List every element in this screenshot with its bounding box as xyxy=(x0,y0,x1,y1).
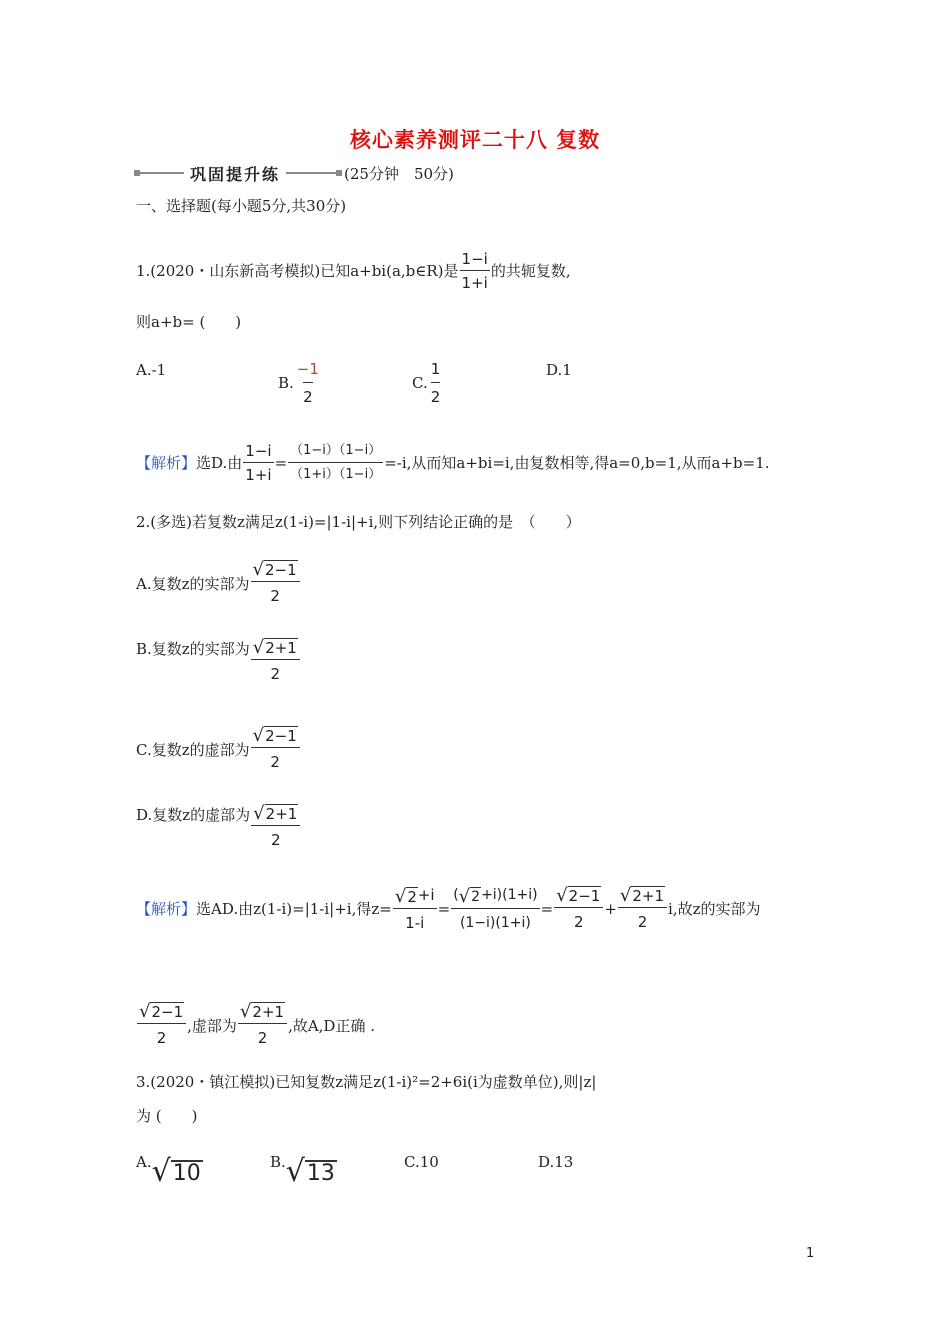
q2-option-d-numerator: √ 2+1 xyxy=(251,804,300,826)
q2-analysis-equals-2: = xyxy=(540,900,554,918)
q2-option-a-radicand: 2−1 xyxy=(265,561,297,579)
q2-option-b-fraction xyxy=(251,638,300,685)
q2-analysis-fraction-4-numerator: √ 2+1 xyxy=(618,886,667,908)
q2-analysis-plus: + xyxy=(604,900,617,918)
q2-option-b-radicand: 2+1 xyxy=(265,639,297,657)
q2-option-a xyxy=(136,560,301,607)
q2-analysis-fraction-1 xyxy=(393,884,437,934)
q1-fraction xyxy=(460,250,490,292)
q2-analysis-line2 xyxy=(136,1002,375,1049)
q2-analysis-fraction-4-radicand: 2+1 xyxy=(632,886,665,905)
section-bar xyxy=(136,160,454,186)
q2-option-b-numerator: √ 2+1 xyxy=(251,638,300,660)
section-meta: (25分钟 50分) xyxy=(344,164,454,183)
q1-analysis-pre: 选D.由 xyxy=(196,454,243,472)
section-bar-left-rule xyxy=(136,172,184,174)
q1-analysis-equals: = xyxy=(274,454,288,472)
q3-option-a-value: √ 10 xyxy=(151,1154,201,1189)
q2-option-a-label: A.复数z的实部为 xyxy=(136,574,250,593)
q3-option-b xyxy=(270,1152,337,1189)
q2-analysis-fraction-1-rest: +i xyxy=(417,886,435,904)
q2-analysis-fraction-2-denominator: (1−i)(1+i) xyxy=(459,915,531,931)
q2-analysis-fraction-3-radicand: 2−1 xyxy=(568,886,601,905)
q1-analysis-fraction-2-denominator: （1+i）（1−i） xyxy=(290,467,382,482)
q2-analysis-fraction-2-rest: +i)(1+i) xyxy=(481,887,538,903)
q2-option-d-label: D.复数z的虚部为 xyxy=(136,806,251,824)
q3-option-a xyxy=(136,1152,203,1189)
q2-option-c-fraction xyxy=(251,726,300,773)
page-title: 核心素养测评二十八 复数 xyxy=(349,127,601,152)
q2-analysis-conclusion: ,故A,D正确 . xyxy=(288,1016,375,1035)
q1-analysis-fraction-2 xyxy=(288,442,383,484)
q1-fraction-numerator: 1−i xyxy=(460,250,490,271)
q2-option-c-numerator: √ 2−1 xyxy=(251,726,300,748)
q2-analysis-fraction-3-denominator: 2 xyxy=(573,912,584,931)
q1-option-c-label: C. xyxy=(412,374,428,392)
q2-option-c-radicand: 2−1 xyxy=(265,727,297,745)
q2-option-c xyxy=(136,726,301,773)
q1-stem-pre: 1.(2020・山东新高考模拟)已知a+bi(a,b∈R)是 xyxy=(136,262,459,280)
q2-option-a-numerator: √ 2−1 xyxy=(251,560,300,582)
q2-option-b-label: B.复数z的实部为 xyxy=(136,640,250,658)
part-heading: 一、选择题(每小题5分,共30分) xyxy=(136,197,347,215)
q2-analysis-real-part-radicand: 2−1 xyxy=(151,1003,184,1021)
q2-option-b xyxy=(136,638,301,685)
q2-analysis-real-part-numerator: √ 2−1 xyxy=(137,1002,186,1024)
q2-analysis-fraction-1-radicand: 2 xyxy=(407,888,417,906)
q2-analysis-imag-part-denominator: 2 xyxy=(257,1029,268,1047)
q1-option-c xyxy=(412,358,443,408)
q2-stem: 2.(多选)若复数z满足z(1-i)=|1-i|+i,则下列结论正确的是 （ ） xyxy=(136,513,581,531)
q2-analysis-fraction-3 xyxy=(554,886,603,933)
q2-analysis-fraction-1-denominator: 1-i xyxy=(405,914,425,932)
q2-analysis-imag-part-numerator: √ 2+1 xyxy=(238,1002,287,1024)
q1-option-c-numerator: 1 xyxy=(430,360,441,378)
q2-analysis-pre: 选AD.由z(1-i)=|1-i|+i,得z= xyxy=(196,900,392,918)
q1-answer-blank: 则a+b= ( ) xyxy=(136,313,242,331)
q3-stem: 3.(2020・镇江模拟)已知复数z满足z(1-i)²=2+6i(i为虚数单位),则|z| xyxy=(136,1073,597,1091)
q2-analysis-fraction-4 xyxy=(618,886,667,933)
q2-option-a-fraction xyxy=(251,560,300,607)
q3-answer-blank: 为 ( ) xyxy=(136,1107,198,1125)
q1-option-c-denominator: 2 xyxy=(431,382,441,408)
q1-option-b-label: B. xyxy=(278,374,294,392)
q1-analysis-post: =-i,从而知a+bi=i,由复数相等,得a=0,b=1,从而a+b=1. xyxy=(384,454,770,472)
q2-analysis-fraction-4-denominator: 2 xyxy=(637,912,648,931)
q2-option-d xyxy=(136,804,301,851)
q2-analysis-real-part-denominator: 2 xyxy=(156,1029,167,1047)
q1-option-b-denominator: 2 xyxy=(303,382,313,408)
q1-option-b xyxy=(278,358,322,408)
q1-option-c-fraction xyxy=(429,358,443,408)
q1-fraction-denominator: 1+i xyxy=(461,274,488,292)
q2-analysis-tag: 【解析】 xyxy=(136,900,197,918)
q2-analysis-real-part-fraction xyxy=(137,1002,186,1049)
q3-option-a-radicand: 10 xyxy=(172,1161,201,1186)
q3-option-a-label: A. xyxy=(136,1153,152,1171)
q2-analysis-fraction-2 xyxy=(451,884,539,934)
page-number: 1 xyxy=(806,1246,815,1261)
q2-option-c-denominator: 2 xyxy=(270,753,280,771)
q2-analysis-imag-part-radicand: 2+1 xyxy=(252,1003,285,1021)
q2-option-c-label: C.复数z的虚部为 xyxy=(136,740,250,759)
q2-analysis-fraction-2-open: ( xyxy=(453,887,459,903)
q1-analysis xyxy=(136,442,770,484)
q3-option-b-value: √ 13 xyxy=(285,1154,335,1189)
q2-analysis-imag-label: ,虚部为 xyxy=(187,1016,237,1035)
q1-option-b-numerator: −1 xyxy=(296,360,319,378)
q3-option-c: C.10 xyxy=(404,1153,439,1171)
q2-option-d-radicand: 2+1 xyxy=(265,805,298,823)
q2-analysis-fraction-1-numerator: √ 2 +i xyxy=(394,886,435,907)
q2-option-d-denominator: 2 xyxy=(270,831,281,849)
q1-analysis-tag: 【解析】 xyxy=(136,454,197,472)
q2-analysis-fraction-2-radicand: 2 xyxy=(471,889,481,905)
q1-analysis-fraction-1-denominator: 1+i xyxy=(245,466,272,484)
q2-analysis-post: i,故z的实部为 xyxy=(668,900,761,918)
q2-analysis-fraction-2-numerator: ( √ 2 +i)(1+i) xyxy=(453,886,538,907)
section-label: 巩固提升练 xyxy=(190,164,281,184)
q1-stem xyxy=(136,250,571,292)
q1-option-d: D.1 xyxy=(546,361,572,379)
q2-analysis-equals-1: = xyxy=(437,900,451,918)
q1-option-b-fraction xyxy=(295,358,321,408)
section-bar-right-rule xyxy=(286,172,340,174)
q2-analysis xyxy=(136,884,761,934)
q2-analysis-fraction-3-numerator: √ 2−1 xyxy=(554,886,603,908)
q1-analysis-fraction-1 xyxy=(243,442,273,484)
q2-option-d-fraction xyxy=(251,804,300,851)
q3-option-b-label: B. xyxy=(270,1153,286,1171)
q1-analysis-fraction-2-numerator: （1−i）（1−i） xyxy=(288,442,383,463)
q3-option-d: D.13 xyxy=(538,1153,574,1171)
q1-option-a: A.-1 xyxy=(136,361,167,379)
q2-option-a-denominator: 2 xyxy=(270,587,280,605)
q3-option-b-radicand: 13 xyxy=(306,1161,335,1186)
q2-option-b-denominator: 2 xyxy=(270,665,281,683)
q1-analysis-fraction-1-numerator: 1−i xyxy=(243,442,273,463)
q2-analysis-imag-part-fraction xyxy=(238,1002,287,1049)
q1-stem-post: 的共轭复数, xyxy=(490,262,571,280)
